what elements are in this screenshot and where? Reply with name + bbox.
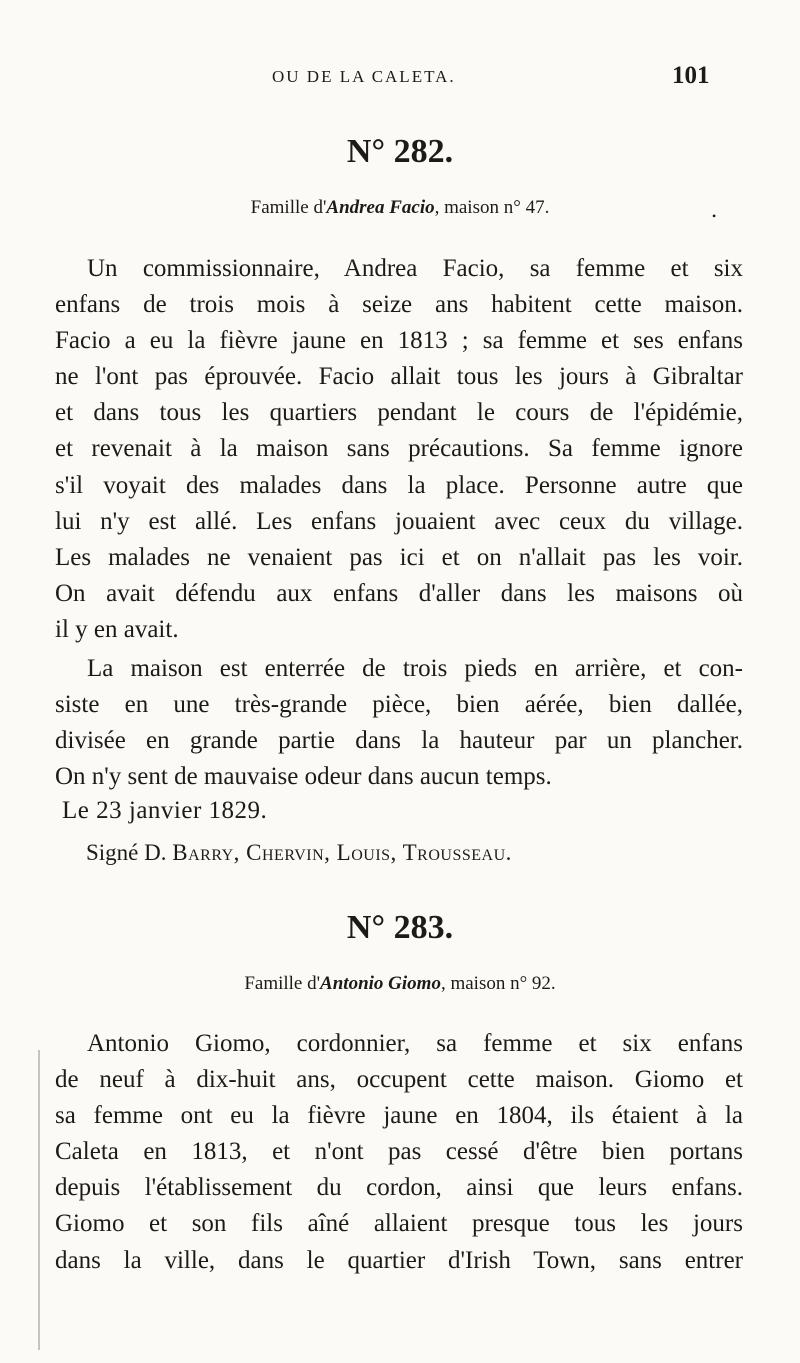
entry-number-label: N° bbox=[346, 909, 386, 946]
entry-number-label: N° bbox=[346, 133, 386, 170]
entry-number: 282. bbox=[393, 133, 454, 170]
page-edge-shadow bbox=[38, 1050, 40, 1350]
signatories: Barry, Chervin, Louis, Trousseau. bbox=[172, 840, 512, 865]
text-line: de neuf à dix-huit ans, occupent cette maison. Giomo et bbox=[55, 1066, 743, 1094]
text-line: Antonio Giomo, cordonnier, sa femme et six enfans bbox=[87, 1030, 743, 1057]
text-line: il y en avait. bbox=[55, 615, 179, 643]
text-line: siste en une très-grande pièce, bien aérée, bien dallée, bbox=[55, 691, 743, 719]
entry-283-heading bbox=[0, 908, 800, 948]
family-suffix: , maison n° 92. bbox=[440, 973, 556, 994]
entry-282-signature bbox=[86, 838, 746, 868]
running-title: OU DE LA CALETA. bbox=[272, 67, 456, 86]
running-head bbox=[0, 62, 800, 96]
entry-282-date: Le 23 janvier 1829. bbox=[62, 797, 268, 824]
family-name: Andrea Facio bbox=[326, 197, 435, 218]
text-line: divisée en grande partie dans la hauteur par un plancher. bbox=[55, 727, 743, 755]
entry-282-paragraph-2 bbox=[55, 651, 743, 795]
text-line: s'il voyait des malades dans la place. Personne autre que bbox=[55, 471, 743, 499]
family-prefix: Famille d' bbox=[250, 197, 327, 218]
text-line: lui n'y est allé. Les enfans jouaient avec ceux du village. bbox=[55, 507, 743, 535]
text-line: depuis l'établissement du cordon, ainsi que leurs enfans. bbox=[55, 1174, 743, 1202]
text-line: Giomo et son fils aîné allaient presque tous les jours bbox=[55, 1210, 743, 1238]
entry-282-heading bbox=[0, 132, 800, 172]
text-line: On n'y sent de mauvaise odeur dans aucun temps. bbox=[55, 763, 552, 791]
text-line: Les malades ne venaient pas ici et on n'allait pas les voir. bbox=[55, 543, 743, 571]
family-name: Antonio Giomo bbox=[320, 973, 441, 994]
entry-283-family-line bbox=[0, 972, 800, 996]
text-line: Un commissionnaire, Andrea Facio, sa femme et six bbox=[87, 255, 743, 282]
text-line: sa femme ont eu la fièvre jaune en 1804, ils étaient à la bbox=[55, 1102, 743, 1130]
family-prefix: Famille d' bbox=[244, 973, 321, 994]
text-line: Caleta en 1813, et n'ont pas cessé d'être bien portans bbox=[55, 1138, 743, 1166]
text-line: dans la ville, dans le quartier d'Irish Town, sans entrer bbox=[55, 1246, 743, 1274]
text-line: et dans tous les quartiers pendant le cours de l'épidémie, bbox=[55, 399, 743, 427]
entry-282-family-line bbox=[0, 196, 800, 223]
text-line: et revenait à la maison sans précautions. Sa femme ignore bbox=[55, 435, 743, 463]
family-suffix: , maison n° 47. bbox=[434, 197, 550, 218]
text-line: enfans de trois mois à seize ans habitent cette maison. bbox=[55, 291, 743, 319]
margin-bullet: • bbox=[712, 209, 717, 223]
entry-282-paragraph-1 bbox=[55, 251, 743, 648]
text-line: La maison est enterrée de trois pieds en arrière, et con- bbox=[87, 655, 743, 682]
text-line: Facio a eu la fièvre jaune en 1813 ; sa femme et ses enfans bbox=[55, 327, 743, 355]
text-line: On avait défendu aux enfans d'aller dans les maisons où bbox=[55, 579, 743, 607]
entry-283-paragraph-1 bbox=[55, 1026, 743, 1279]
entry-number: 283. bbox=[393, 909, 454, 946]
text-line: ne l'ont pas éprouvée. Facio allait tous les jours à Gibraltar bbox=[55, 363, 743, 391]
page-number: 101 bbox=[672, 62, 710, 89]
signed-label: Signé D. bbox=[86, 840, 167, 865]
